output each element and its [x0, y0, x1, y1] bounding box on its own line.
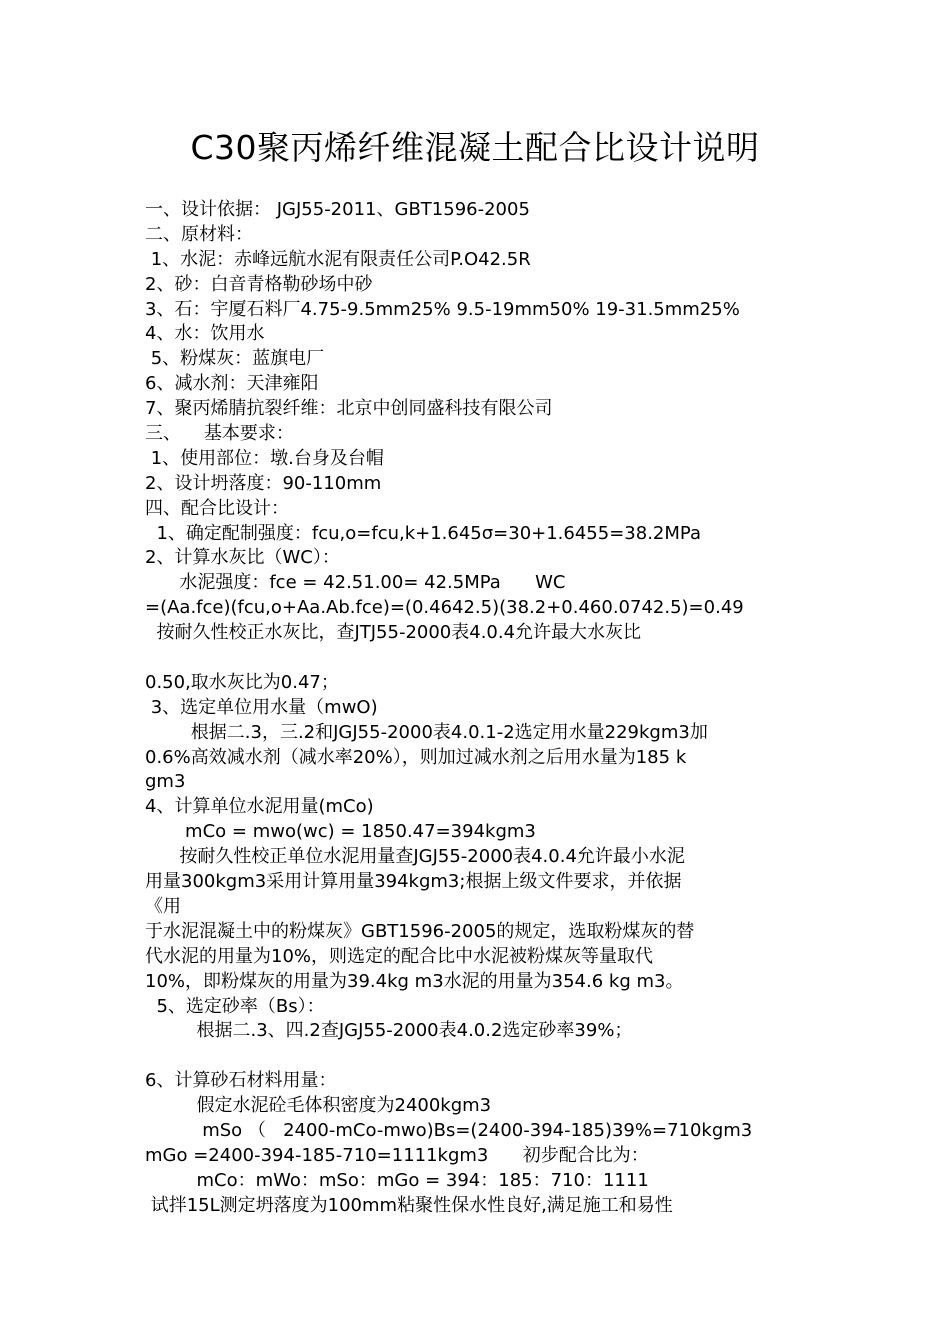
blank-line	[145, 1044, 810, 1069]
line-fiber: 7、聚丙烯腈抗裂纤维：北京中创同盛科技有限公司	[145, 398, 553, 420]
line-sand-ratio: 根据二.3、四.2查JGJ55-2000表4.0.2选定砂率39%；	[145, 1020, 633, 1042]
line-fly-ash-3: 10%，即粉煤灰的用量为39.4kg m3水泥的用量为354.6 kg m3。	[145, 970, 684, 992]
line-mix-ratio: mCo：mWo：mSo：mGo = 394：185：710：1111	[145, 1169, 649, 1191]
line-cement: 1、水泥：赤峰远航水泥有限责任公司P.O42.5R	[145, 248, 531, 270]
line-density: 假定水泥砼毛体积密度为2400kgm3	[145, 1095, 492, 1117]
document-title: C30聚丙烯纤维混凝土配合比设计说明	[190, 128, 760, 167]
line-water-content-3: gm3	[145, 771, 186, 793]
line-sand-ratio-heading: 5、选定砂率（Bs）：	[145, 995, 325, 1017]
line-wc-heading: 2、计算水灰比（WC）：	[145, 547, 340, 569]
line-stone: 3、石：宇厦石料厂4.75-9.5mm25% 9.5-19mm50% 19-31.5mm25%	[145, 298, 740, 320]
line-wc-result: 0.50,取水灰比为0.47；	[145, 671, 339, 693]
line-fly-ash-2: 代水泥的用量为10%，则选定的配合比中水泥被粉煤灰等量取代	[145, 945, 654, 967]
line-durability-check: 按耐久性校正水灰比，查JTJ55-2000表4.0.4允许最大水灰比	[145, 622, 642, 644]
line-wc-formula: =(Aa.fce)(fcu,o+Aa.Ab.fce)=(0.4642.5)(38.2+0.460.0742.5)=0.49	[145, 597, 744, 619]
line-water-content-1: 根据二.3，三.2和JGJ55-2000表4.0.1-2选定用水量229kgm3加	[145, 721, 708, 743]
line-cement-check-1: 按耐久性校正单位水泥用量查JGJ55-2000表4.0.4允许最小水泥	[145, 846, 685, 868]
line-cement-strength: 水泥强度：fce = 42.51.00= 42.5MPa WC	[145, 572, 566, 594]
blank-line	[145, 646, 810, 671]
line-slump: 2、设计坍落度：90-110mm	[145, 472, 382, 494]
line-water-content-2: 0.6%高效减水剂（减水率20%），则加过减水剂之后用水量为185 k	[145, 746, 687, 768]
line-water: 4、水：饮用水	[145, 323, 265, 345]
line-fly-ash: 5、粉煤灰：蓝旗电厂	[145, 348, 325, 370]
line-cement-content-heading: 4、计算单位水泥用量(mCo)	[145, 796, 374, 818]
line-cement-check-2: 用量300kgm3采用计算用量394kgm3;根据上级文件要求，并依据	[145, 871, 682, 893]
document-body	[145, 198, 810, 1219]
line-fly-ash-1: 于水泥混凝土中的粉煤灰》GBT1596-2005的规定，选取粉煤灰的替	[145, 920, 695, 942]
line-gravel-mass: mGo =2400-394-185-710=1111kgm3 初步配合比为：	[145, 1144, 649, 1166]
line-materials-heading: 二、原材料：	[145, 223, 253, 245]
line-sand: 2、砂：白音青格勒砂场中砂	[145, 273, 373, 295]
line-requirements-heading: 三、 基本要求：	[145, 423, 294, 445]
line-mix-design-heading: 四、配合比设计：	[145, 497, 289, 519]
line-design-strength: 1、确定配制强度：fcu,o=fcu,k+1.645σ=30+1.6455=38.2MPa	[145, 522, 701, 544]
line-cement-content-formula: mCo = mwo(wc) = 1850.47=394kgm3	[145, 821, 536, 843]
line-trial-mix: 试拌15L测定坍落度为100mm粘聚性保水性良好,满足施工和易性	[145, 1194, 673, 1216]
line-aggregate-heading: 6、计算砂石材料用量：	[145, 1070, 337, 1092]
line-basis: 一、设计依据： JGJ55-2011、GBT1596-2005	[145, 199, 530, 220]
line-water-reducer: 6、减水剂：天津雍阳	[145, 373, 319, 395]
line-sand-mass: mSo （ 2400-mCo-mwo)Bs=(2400-394-185)39%=710kgm3	[145, 1119, 753, 1141]
line-cement-check-3: 《用	[145, 895, 181, 917]
line-usage-location: 1、使用部位：墩.台身及台帽	[145, 447, 384, 469]
line-water-content-heading: 3、选定单位用水量（mwO)	[145, 696, 378, 718]
